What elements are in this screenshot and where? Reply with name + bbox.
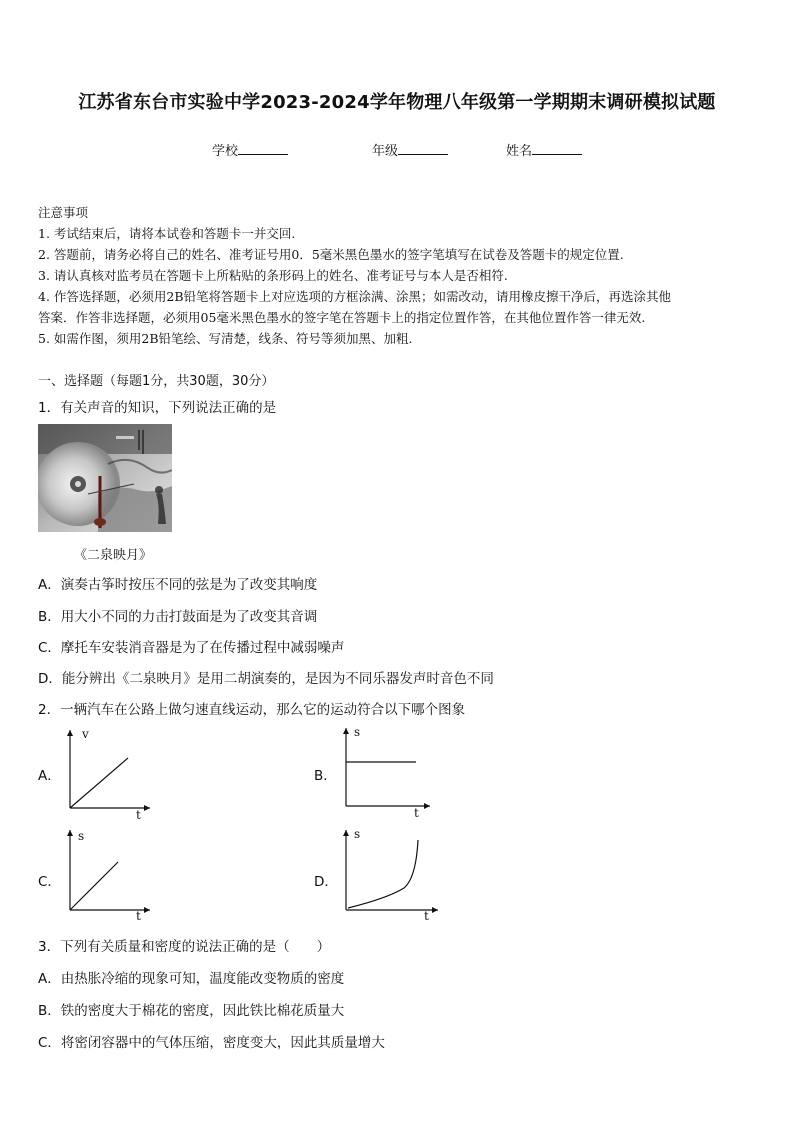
graph-c-xlabel: t [136, 909, 141, 922]
notice-item: 2. 答题前，请务必将自己的姓名、准考证号用0．5毫米黑色墨水的签字笔填写在试卷及答题卡的规定位置. [38, 247, 624, 262]
image-caption: 《二泉映月》 [74, 548, 153, 563]
erhu-image [38, 424, 172, 532]
graph-d [338, 826, 444, 922]
grade-label: 年级 [372, 144, 399, 159]
section-heading: 一、选择题（每题1分，共30题，30分） [38, 374, 275, 389]
option-a: A．由热胀冷缩的现象可知，温度能改变物质的密度 [38, 971, 345, 987]
graph-d-xlabel: t [424, 909, 429, 922]
notice-item: 1. 考试结束后，请将本试卷和答题卡一并交回. [38, 226, 296, 241]
graph-a-line [70, 758, 128, 808]
graph-b [338, 724, 434, 820]
graph-d-ylabel: s [354, 827, 361, 841]
question-3-stem: 3．下列有关质量和密度的说法正确的是（ ） [38, 939, 331, 955]
option-b: B．用大小不同的力击打鼓面是为了改变其音调 [38, 609, 318, 625]
graph-b-xlabel: t [414, 806, 419, 820]
option-b: B．铁的密度大于棉花的密度，因此铁比棉花质量大 [38, 1003, 345, 1019]
question-2-stem: 2．一辆汽车在公路上做匀速直线运动，那么它的运动符合以下哪个图象 [38, 702, 466, 718]
option-a: A．演奏古筝时按压不同的弦是为了改变其响度 [38, 577, 318, 593]
school-blank [238, 142, 288, 155]
graph-c-letter: C． [38, 874, 61, 890]
grade-blank [398, 142, 448, 155]
graph-d-letter: D． [314, 874, 338, 890]
graph-b-letter: B． [314, 768, 337, 784]
school-field [212, 140, 288, 159]
notice-item: 4. 作答选择题，必须用2B铅笔将答题卡上对应选项的方框涂满、涂黑；如需改动，请用橡皮擦干净后，再选涂其他 [38, 289, 672, 304]
graph-c-line [70, 862, 118, 910]
option-d: D．能分辨出《二泉映月》是用二胡演奏的，是因为不同乐器发声时音色不同 [38, 671, 494, 687]
notice-item: 答案．作答非选择题，必须用05毫米黑色墨水的签字笔在答题卡上的指定位置作答，在其他位置作答一律无效. [38, 310, 646, 325]
name-field [506, 140, 582, 159]
option-c: C．摩托车安装消音器是为了在传播过程中减弱噪声 [38, 640, 345, 656]
grade-field [372, 140, 448, 159]
option-c: C．将密闭容器中的气体压缩，密度变大，因此其质量增大 [38, 1035, 385, 1051]
question-1-stem: 1．有关声音的知识，下列说法正确的是 [38, 400, 277, 416]
name-blank [532, 142, 582, 155]
school-label: 学校 [212, 144, 239, 159]
graph-b-ylabel: s [354, 725, 361, 739]
graph-a-xlabel: t [136, 808, 141, 822]
page-title: 江苏省东台市实验中学2023-2024学年物理八年级第一学期期末调研模拟试题 [78, 92, 716, 113]
graph-a-ylabel: v [82, 727, 89, 741]
graph-d-curve [348, 840, 418, 908]
graph-c [60, 826, 156, 922]
graph-a-letter: A． [38, 768, 61, 784]
notice-item: 3. 请认真核对监考员在答题卡上所粘贴的条形码上的姓名、准考证号与本人是否相符. [38, 268, 508, 283]
notice-heading: 注意事项 [38, 205, 89, 220]
notice-item: 5. 如需作图，须用2B铅笔绘、写清楚，线条、符号等须加黑、加粗. [38, 331, 413, 346]
name-label: 姓名 [506, 144, 533, 159]
graph-a [62, 724, 156, 822]
graph-c-ylabel: s [78, 829, 85, 843]
